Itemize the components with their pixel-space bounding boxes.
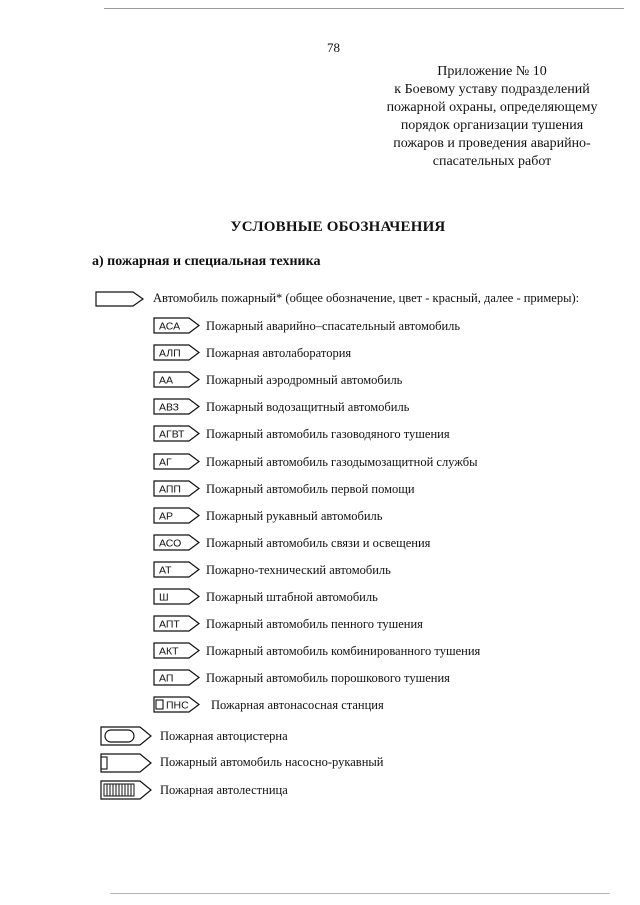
legend-item-text: Пожарный автомобиль газоводяного тушения xyxy=(206,427,450,441)
vehicle-symbol-icon xyxy=(151,424,205,444)
appendix-header xyxy=(352,63,632,171)
page-number: 78 xyxy=(327,40,340,55)
legend-item-text: Пожарный автомобиль газодымозащитной службы xyxy=(206,455,478,469)
appendix-line: пожаров и проведения аварийно- xyxy=(393,136,591,151)
vehicle-abbreviation: АСО xyxy=(159,537,182,550)
vehicle-symbol-icon xyxy=(151,316,205,336)
legend-item-text: Пожарный рукавный автомобиль xyxy=(206,509,383,523)
vehicle-abbreviation: АПП xyxy=(159,483,181,496)
vehicle-abbreviation: АП xyxy=(159,672,174,685)
vehicle-symbol-icon xyxy=(151,695,205,715)
vehicle-abbreviation: АЛП xyxy=(159,347,181,360)
appendix-line: к Боевому уставу подразделений xyxy=(394,82,590,97)
vehicle-abbreviation: ПНС xyxy=(166,699,189,712)
pump-square-icon xyxy=(156,700,163,709)
legend-item-text: Пожарный автомобиль первой помощи xyxy=(206,482,415,496)
legend-item-text: Пожарный водозащитный автомобиль xyxy=(206,400,410,414)
fire-vehicle-icon xyxy=(95,289,145,309)
vehicle-abbreviation: АСА xyxy=(159,320,181,333)
vehicle-abbreviation: АКТ xyxy=(159,645,179,658)
appendix-line: Приложение № 10 xyxy=(437,64,547,79)
legend-item-text: Пожарный автомобиль связи и освещения xyxy=(206,536,431,550)
legend-item-text: Пожарная автолаборатория xyxy=(206,346,352,360)
vehicle-abbreviation: АВЗ xyxy=(159,401,180,414)
section-title: а) пожарная и специальная техника xyxy=(92,254,321,269)
legend-item-text: Пожарный автомобиль пенного тушения xyxy=(206,617,423,631)
legend-item-text: Пожарный автомобиль комбинированного тушения xyxy=(206,644,481,658)
legend-item-text: Пожарный автомобиль насосно-рукавный xyxy=(160,755,384,769)
legend-item-text: Пожарно-технический автомобиль xyxy=(206,563,391,577)
vehicle-abbreviation: АГВТ xyxy=(159,428,185,441)
hose-truck-icon xyxy=(100,752,156,774)
legend-item-text: Пожарная автолестница xyxy=(160,783,288,797)
legend-item-text: Пожарный штабной автомобиль xyxy=(206,590,378,604)
vehicle-abbreviation: АПТ xyxy=(159,618,180,631)
vehicle-abbreviation: АТ xyxy=(159,564,172,577)
vehicle-symbol-icon xyxy=(151,533,205,553)
appendix-line: спасательных работ xyxy=(432,154,552,169)
document-title: УСЛОВНЫЕ ОБОЗНАЧЕНИЯ xyxy=(230,219,446,235)
vehicle-symbol-icon xyxy=(151,641,205,661)
legend-item-text: Пожарная автонасосная станция xyxy=(211,698,384,712)
vehicle-symbol-icon xyxy=(151,479,205,499)
vehicle-symbol-icon xyxy=(151,370,205,390)
appendix-line: порядок организации тушения xyxy=(400,118,584,133)
vehicle-symbol-icon xyxy=(151,668,205,688)
legend-item-text: Пожарный аэродромный автомобиль xyxy=(206,373,403,387)
legend-item-text: Пожарная автоцистерна xyxy=(160,729,288,743)
vehicle-symbol-icon xyxy=(151,506,205,526)
vehicle-abbreviation: АА xyxy=(159,374,174,387)
scan-edge-top xyxy=(104,8,624,9)
vehicle-symbol-icon xyxy=(151,343,205,363)
general-fire-vehicle-text: Автомобиль пожарный* (общее обозначение, цвет - красный, далее - примеры): xyxy=(153,291,580,305)
vehicle-abbreviation: АР xyxy=(159,510,174,523)
ladder-truck-icon xyxy=(100,779,156,801)
vehicle-symbol-icon xyxy=(151,587,205,607)
vehicle-symbol-icon xyxy=(151,452,205,472)
scan-edge-bottom xyxy=(110,893,610,894)
tank-truck-icon xyxy=(100,725,156,747)
vehicle-symbol-icon xyxy=(151,614,205,634)
vehicle-abbreviation: Ш xyxy=(159,591,169,604)
legend-item-text: Пожарный автомобиль порошкового тушения xyxy=(206,671,450,685)
vehicle-abbreviation: АГ xyxy=(159,456,172,469)
appendix-line: пожарной охраны, определяющему xyxy=(386,100,598,115)
vehicle-symbol-icon xyxy=(151,560,205,580)
vehicle-symbol-icon xyxy=(151,397,205,417)
legend-item-text: Пожарный аварийно–спасательный автомобиль xyxy=(206,319,461,333)
